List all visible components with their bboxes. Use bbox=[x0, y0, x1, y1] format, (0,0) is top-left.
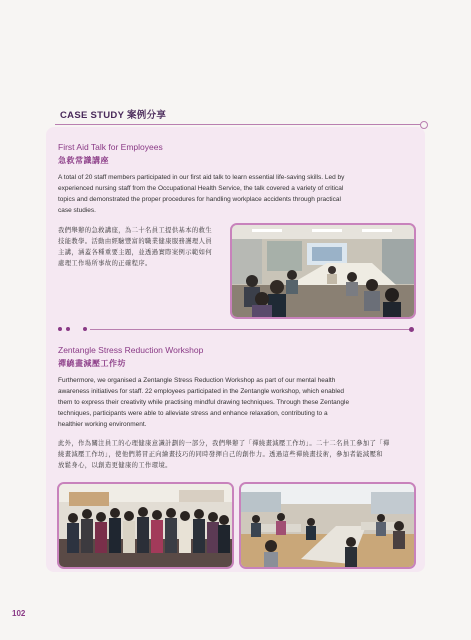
text-line: 繞畫減壓工作坊」，使他們將冒正向繪畫技巧的同時發揮自己的創作力。透過這些禪繞畫技術，參加者能減壓和 bbox=[58, 451, 383, 458]
divider-dot bbox=[58, 327, 62, 331]
section1-title-zh: 急救常識講座 bbox=[58, 156, 109, 165]
case-study-label: CASE STUDY 案例分享 bbox=[60, 110, 167, 121]
text-line: 我們舉辦的急救講座，為二十名員工提供基本的救生 bbox=[58, 227, 213, 234]
text-line: experienced nursing staff from the Occupational Health Service, the talk covered a variety of critical bbox=[58, 185, 344, 192]
text-line: healthier working environment. bbox=[58, 421, 147, 428]
text-line: Furthermore, we organised a Zentangle Stress Reduction Workshop as part of our mental health bbox=[58, 377, 336, 384]
divider-dot bbox=[83, 327, 87, 331]
text-line: case studies. bbox=[58, 207, 96, 214]
text-line: them to express their creativity while practising mindful drawing techniques. Through these Zentangle bbox=[58, 399, 350, 406]
section-divider bbox=[90, 329, 410, 330]
text-line: 放鬆身心，以創造更健康的工作環境。 bbox=[58, 462, 172, 469]
header-rule bbox=[55, 124, 425, 125]
text-line: 處理工作場所事故的正確程序。 bbox=[58, 260, 152, 267]
section2-title-en: Zentangle Stress Reduction Workshop bbox=[58, 345, 204, 355]
section2-body-en bbox=[58, 375, 413, 430]
divider-dot bbox=[66, 327, 70, 331]
text-line: 技能教學。活動由經驗豐富的職業健康服務護理人員 bbox=[58, 238, 213, 245]
section2-body-zh bbox=[58, 438, 390, 471]
text-line: 主講，涵蓋各種重要主題，並透過實際案例示範如何 bbox=[58, 249, 213, 256]
section1-body-en bbox=[58, 172, 413, 216]
divider-end-dot bbox=[409, 327, 414, 332]
text-line: awareness initiatives for staff. 22 employees participated in the Zentangle workshop, which enabled bbox=[58, 388, 345, 395]
text-line: techniques, participants were able to alleviate stress and enhance relaxation, contributing to a bbox=[58, 410, 328, 417]
page-number: 102 bbox=[12, 609, 26, 618]
section1-body-zh bbox=[58, 225, 212, 269]
first-aid-talk-photo bbox=[230, 223, 416, 319]
section1-title-en: First Aid Talk for Employees bbox=[58, 142, 163, 152]
text-line: A total of 20 staff members participated in our first aid talk to learn essential life-saving skills. Led by bbox=[58, 174, 345, 181]
zentangle-workshop-photo bbox=[239, 482, 416, 569]
text-line: 此外，作為關注員工的心理健康意識計劃的一部分，我們舉辦了「禪繞畫減壓工作坊」。二十二名員工參加了「禪 bbox=[58, 440, 390, 447]
text-line: topics and demonstrated the proper procedures for handling workplace accidents through practical bbox=[58, 196, 341, 203]
section2-title-zh: 禪繞畫減壓工作坊 bbox=[58, 359, 126, 368]
zentangle-group-photo bbox=[57, 482, 234, 569]
